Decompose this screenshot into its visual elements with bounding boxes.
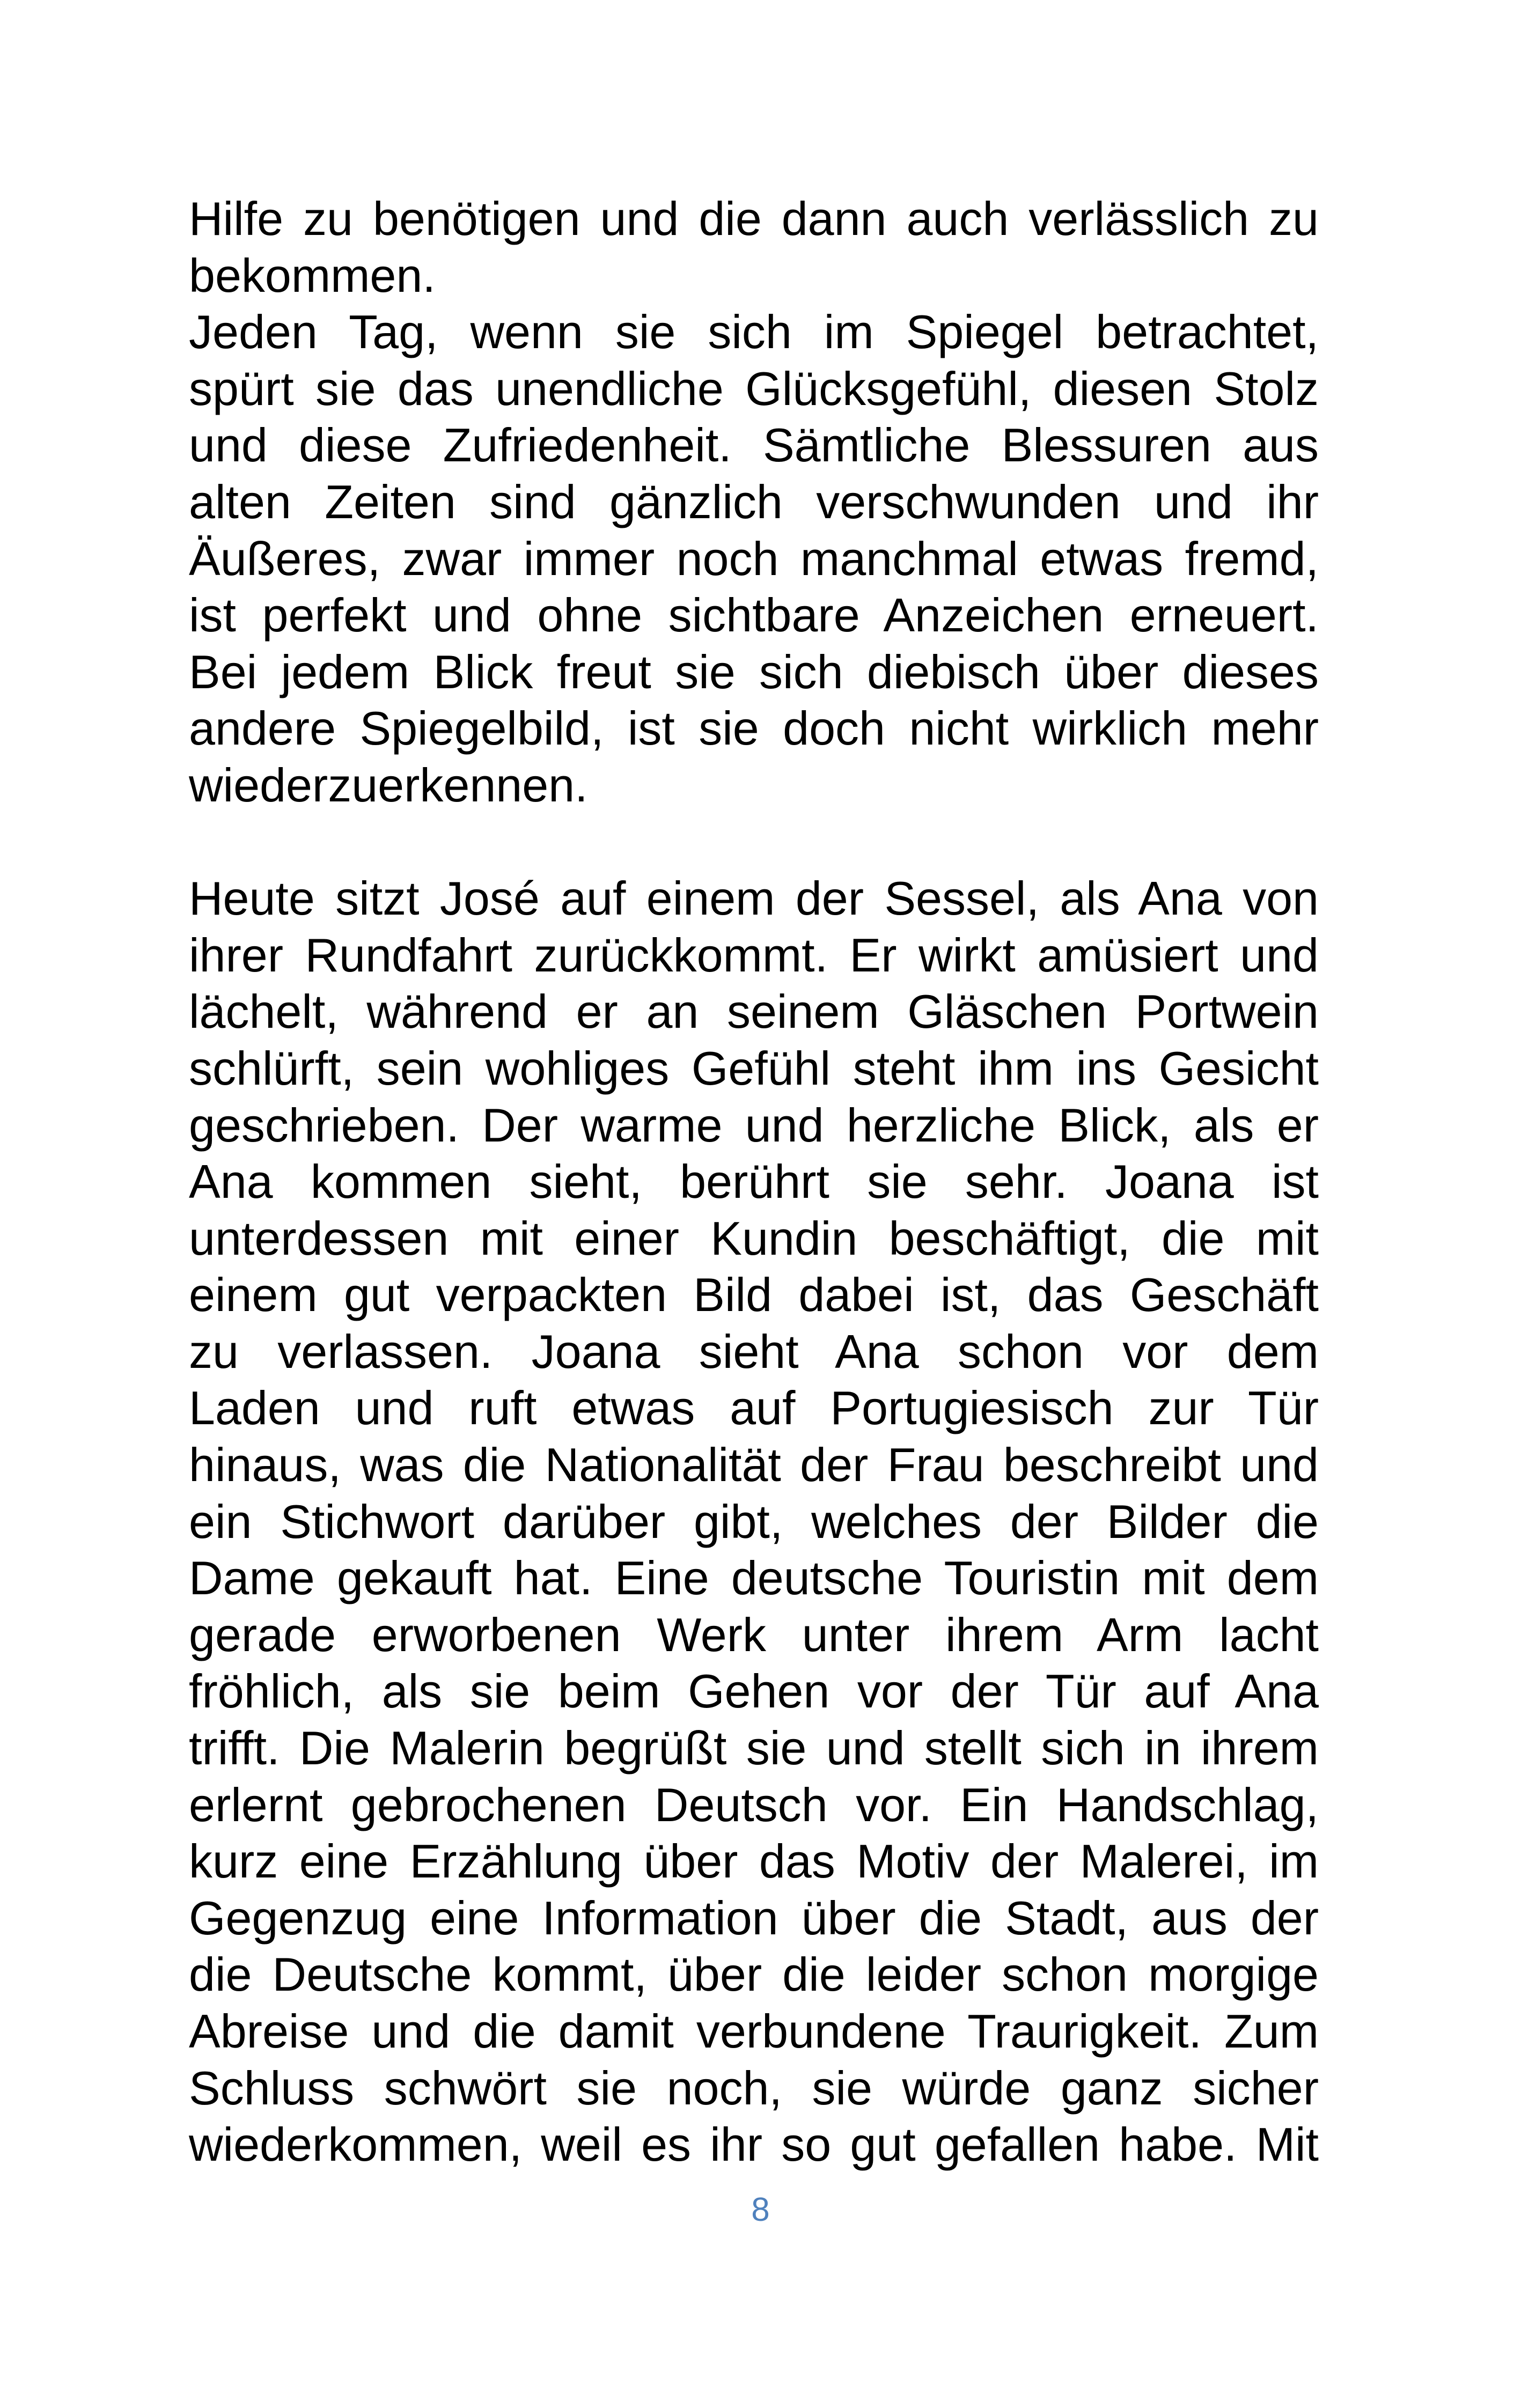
text-line: Heute sitzt José auf einem der Sessel, als Ana von: [189, 872, 1319, 925]
text-line: trifft. Die Malerin begrüßt sie und stellt sich in ihrem: [189, 1721, 1319, 1775]
text-line: ein Stichwort darüber gibt, welches der Bilder die: [189, 1494, 1319, 1548]
text-line: die Deutsche kommt, über die leider schon morgige: [189, 1948, 1319, 2001]
text-line: kurz eine Erzählung über das Motiv der Malerei, im: [189, 1835, 1319, 1888]
text-line: Laden und ruft etwas auf Portugiesisch zur Tür: [189, 1381, 1319, 1435]
text-line: Gegenzug eine Information über die Stadt, aus der: [189, 1891, 1319, 1945]
text-line: Dame gekauft hat. Eine deutsche Touristin mit dem: [189, 1551, 1319, 1605]
text-line: Jeden Tag, wenn sie sich im Spiegel betrachtet,: [189, 305, 1319, 359]
text-line: zu verlassen. Joana sieht Ana schon vor dem: [189, 1324, 1319, 1378]
text-line: gerade erworbenen Werk unter ihrem Arm lacht: [189, 1608, 1319, 1661]
text-line: Bei jedem Blick freut sie sich diebisch über dieses: [189, 645, 1319, 698]
text-line: Ana kommen sieht, berührt sie sehr. Joana ist: [189, 1155, 1319, 1209]
text-line: und diese Zufriedenheit. Sämtliche Blessuren aus: [189, 418, 1319, 472]
body-text: [189, 190, 1319, 2173]
text-line: schlürft, sein wohliges Gefühl steht ihm ins Gesicht: [189, 1041, 1319, 1095]
text-line: Schluss schwört sie noch, sie würde ganz sicher: [189, 2061, 1319, 2115]
text-line: Hilfe zu benötigen und die dann auch verlässlich zu: [189, 192, 1319, 245]
text-line: Abreise und die damit verbundene Traurigkeit. Zum: [189, 2005, 1319, 2058]
text-line: geschrieben. Der warme und herzliche Blick, als er: [189, 1098, 1319, 1152]
text-line: wiederzuerkennen.: [189, 758, 588, 812]
page-number: 8: [751, 2191, 770, 2228]
text-line: andere Spiegelbild, ist sie doch nicht wirklich mehr: [189, 702, 1319, 755]
text-line: ist perfekt und ohne sichtbare Anzeichen erneuert.: [189, 588, 1319, 642]
text-line: einem gut verpackten Bild dabei ist, das Geschäft: [189, 1268, 1319, 1322]
text-line: unterdessen mit einer Kundin beschäftigt, die mit: [189, 1211, 1319, 1265]
text-line: Äußeres, zwar immer noch manchmal etwas fremd,: [189, 532, 1319, 585]
text-line: lächelt, während er an seinem Gläschen Portwein: [189, 985, 1319, 1039]
text-line: wiederkommen, weil es ihr so gut gefallen habe. Mit: [189, 2118, 1319, 2171]
text-line: fröhlich, als sie beim Gehen vor der Tür auf Ana: [189, 1665, 1319, 1718]
text-line: spürt sie das unendliche Glücksgefühl, diesen Stolz: [189, 362, 1319, 415]
text-line: erlernt gebrochenen Deutsch vor. Ein Handschlag,: [189, 1778, 1319, 1831]
paragraph-break: [189, 814, 1319, 871]
text-line: ihrer Rundfahrt zurückkommt. Er wirkt amüsiert und: [189, 928, 1319, 982]
text-line: alten Zeiten sind gänzlich verschwunden und ihr: [189, 475, 1319, 528]
text-line: hinaus, was die Nationalität der Frau beschreibt und: [189, 1438, 1319, 1492]
text-line: bekommen.: [189, 248, 436, 302]
